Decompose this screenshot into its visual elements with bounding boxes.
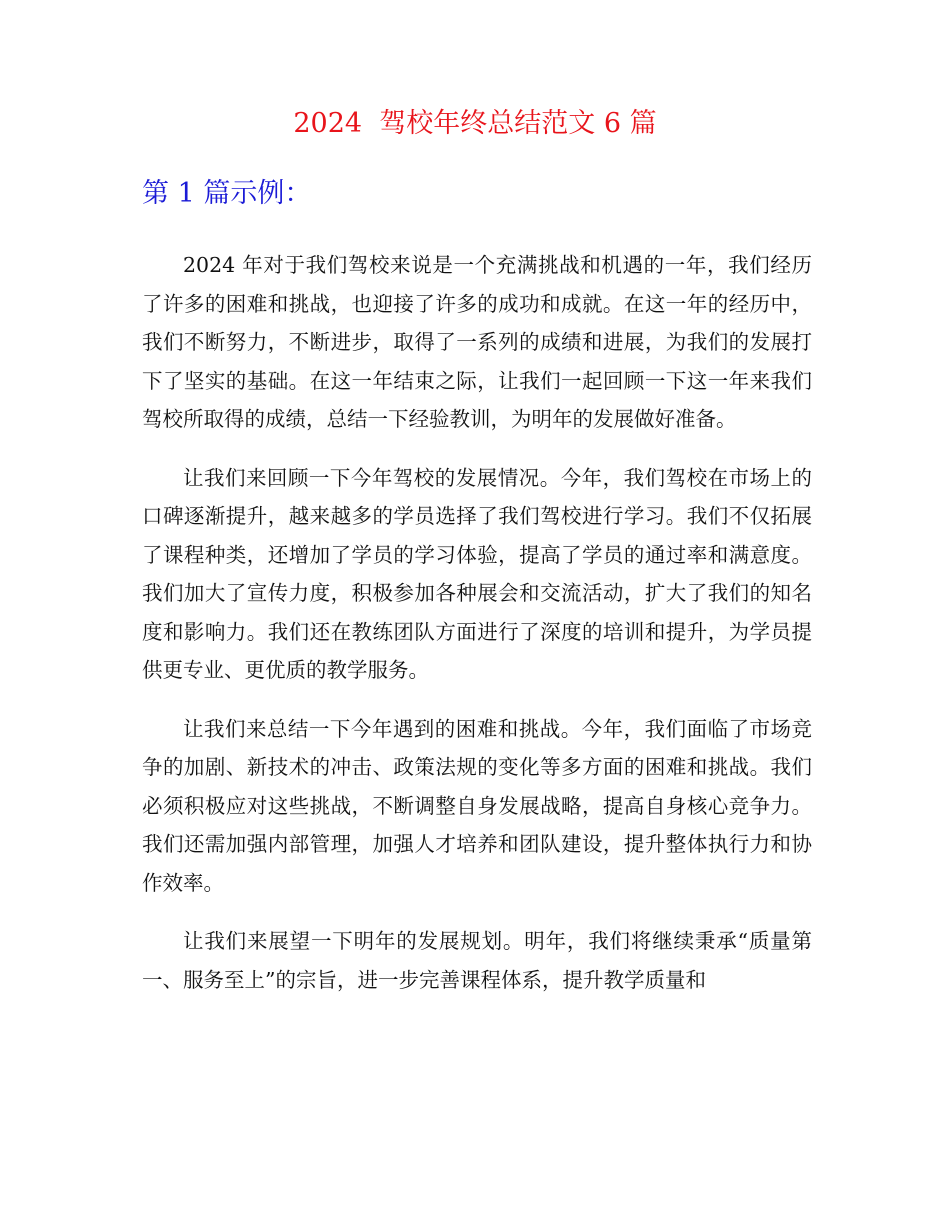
paragraph-3: 让我们来总结一下今年遇到的困难和挑战。今年，我们面临了市场竞争的加剧、新技术的冲击、政策法规的变化等多方面的困难和挑战。我们必须积极应对这些挑战，不断调整自身发展战略，提高自身核心竞争力。我们还需加强内部管理，加强人才培养和团队建设，提升整体执行力和协作效率。 xyxy=(142,716,812,895)
paragraph-4: 让我们来展望一下明年的发展规划。明年，我们将继续秉承“质量第一、服务至上”的宗旨，进一步完善课程体系，提升教学质量和 xyxy=(142,929,812,992)
paragraph-1: 2024 年对于我们驾校来说是一个充满挑战和机遇的一年，我们经历了许多的困难和挑战，也迎接了许多的成功和成就。在这一年的经历中，我们不断努力，不断进步，取得了一系列的成绩和进展，为我们的发展打下了坚实的基础。在这一年结束之际，让我们一起回顾一下这一年来我们驾校所取得的成绩，总结一下经验教训，为明年的发展做好准备。 xyxy=(142,253,812,431)
document-title: 2024 驾校年终总结范文 6 篇 xyxy=(293,108,657,139)
paragraph-2: 让我们来回顾一下今年驾校的发展情况。今年，我们驾校在市场上的口碑逐渐提升，越来越多的学员选择了我们驾校进行学习。我们不仅拓展了课程种类，还增加了学员的学习体验，提高了学员的通过率和满意度。我们加大了宣传力度，积极参加各种展会和交流活动，扩大了我们的知名度和影响力。我们还在教练团队方面进行了深度的培训和提升，为学员提供更专业、更优质的教学服务。 xyxy=(142,465,812,682)
section-heading: 第 1 篇示例： xyxy=(142,178,312,209)
body-text xyxy=(142,246,812,1019)
